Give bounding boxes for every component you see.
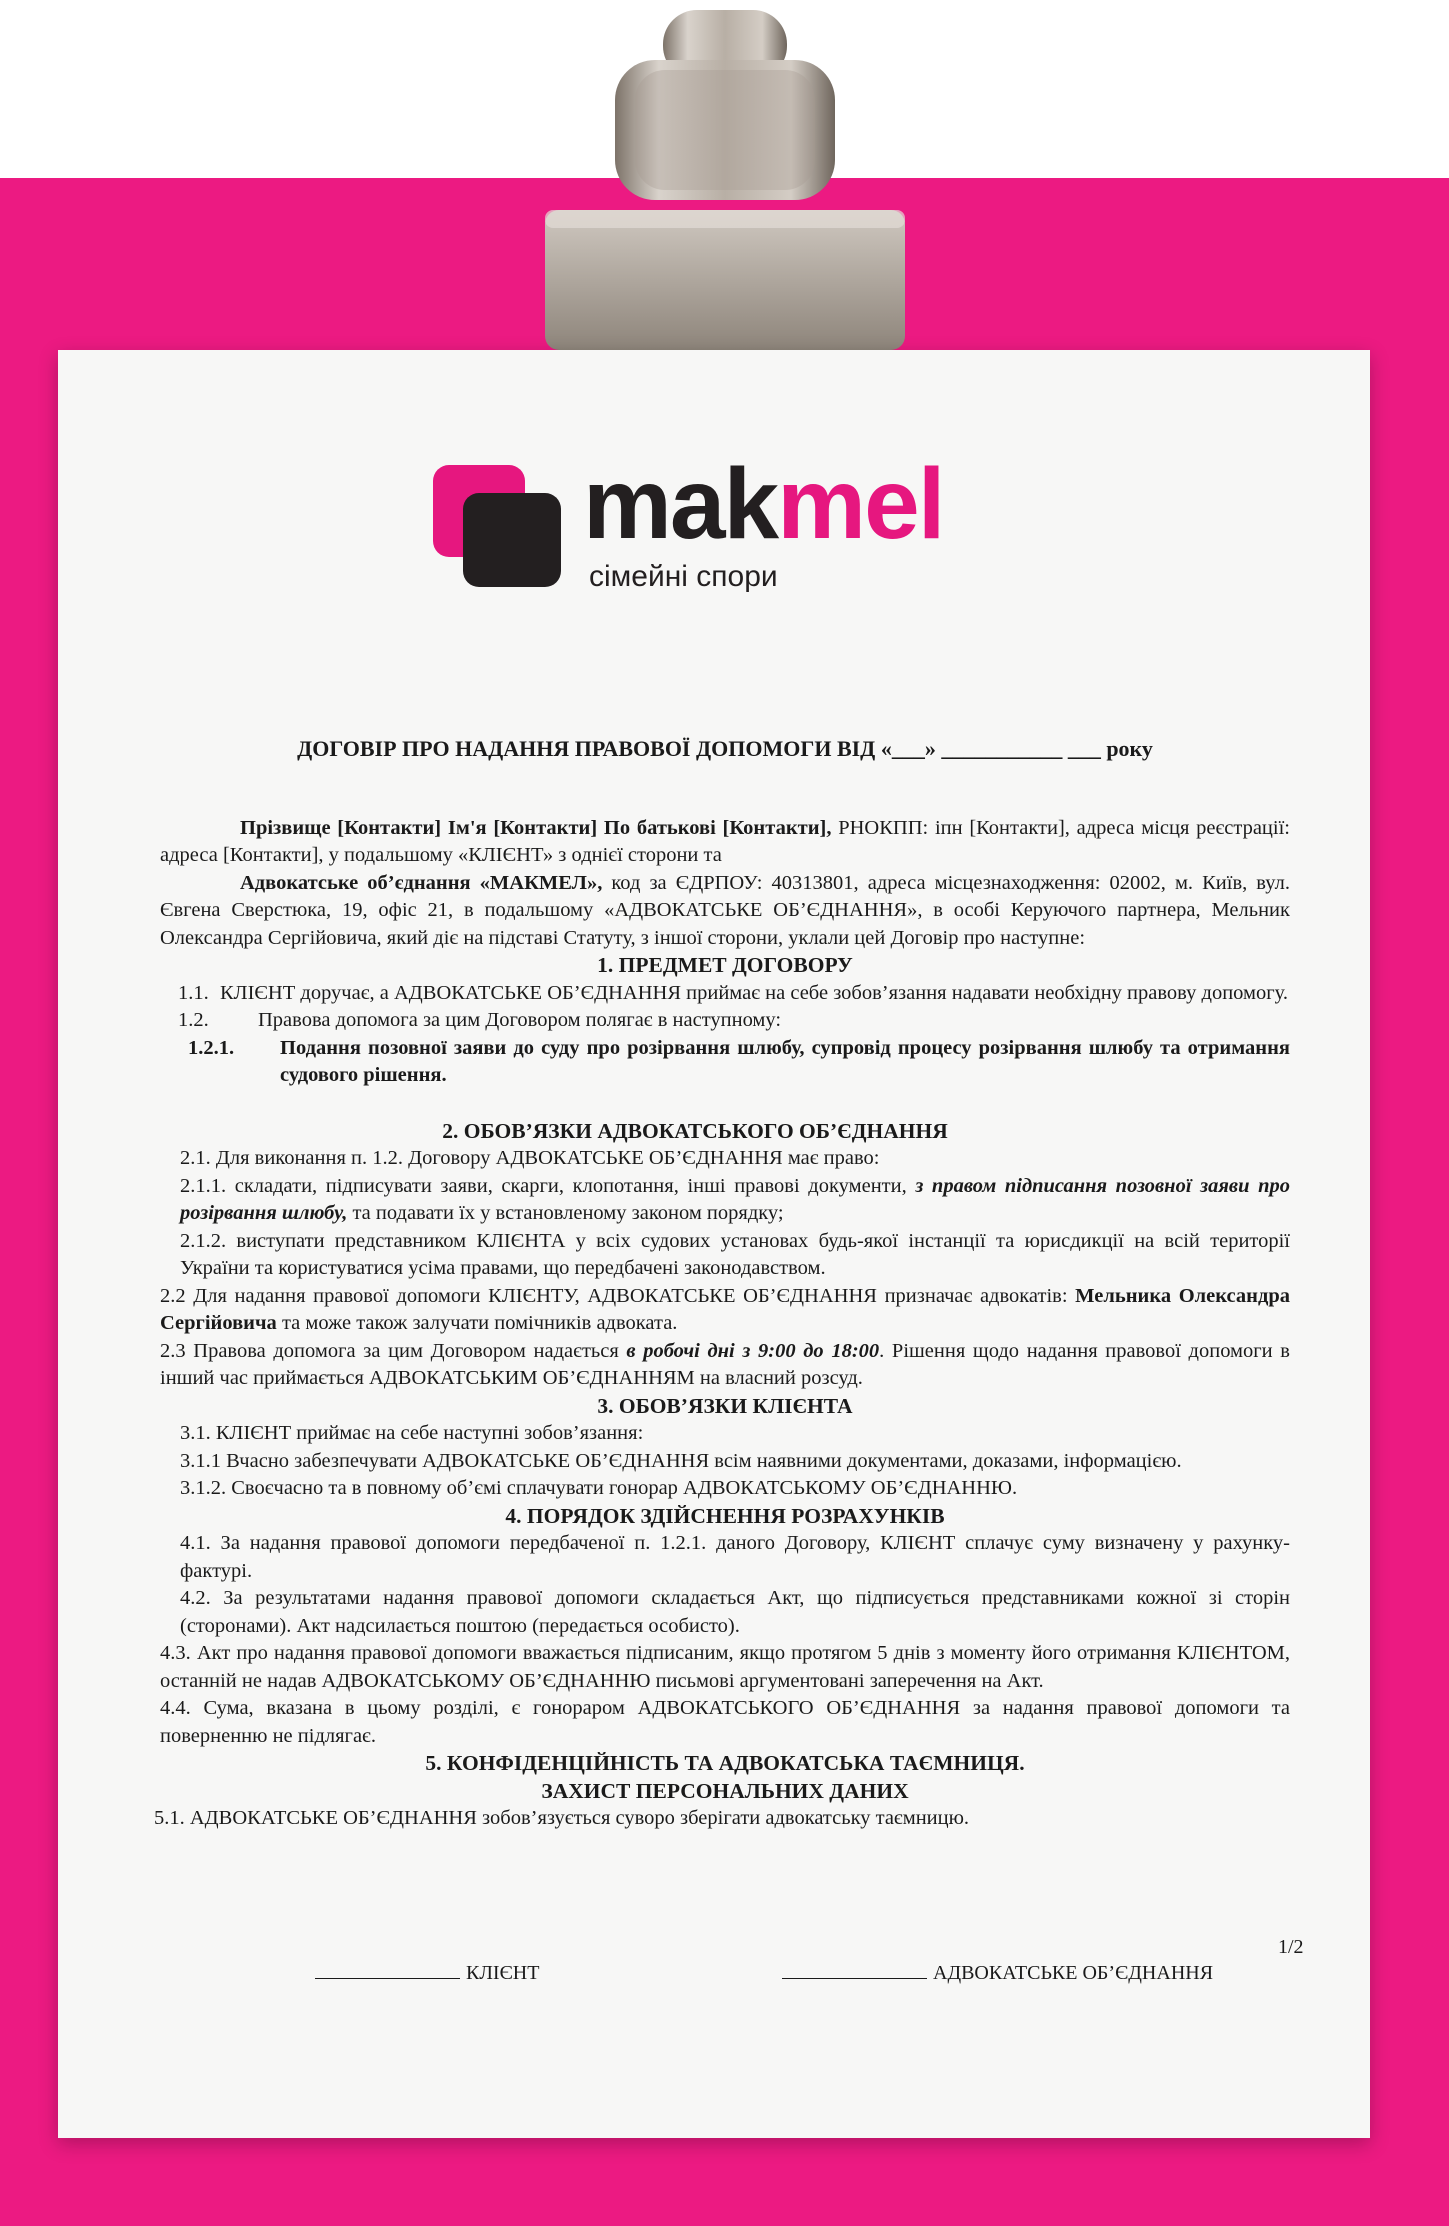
- clause-1-2: [178, 1007, 1290, 1035]
- clause-number: 1.2.1.: [188, 1036, 235, 1059]
- clause-text: Подання позовної заяви до суду про розірвання шлюбу, супровід процесу розірвання шлюбу та отримання судового рішення.: [280, 1036, 1290, 1086]
- clause-1-2-1: [188, 1035, 1290, 1090]
- logo-mark-icon: [433, 465, 561, 587]
- clause-2-3: [160, 1338, 1290, 1393]
- firm-details: код за ЄДРПОУ: 40313801, адреса місцезнаходження: 02002, м. Київ, вул. Євгена Сверстюка, 19, офіс 21, в подальшому «АДВОКАТСЬКЕ ОБ’ЄДНАННЯ», в особі Керуючого партнера, Мельник Олександра Сергійовича, який діє на підставі Статуту, з іншої сторони, уклали цей Договір про наступне:: [160, 871, 1290, 949]
- clause-2-2: [160, 1283, 1290, 1338]
- clause-number: 1.1.: [178, 981, 209, 1004]
- binder-clip-icon: [515, 0, 935, 355]
- intro-client-paragraph: [160, 815, 1290, 870]
- client-name: Прізвище [Контакти] Ім'я [Контакти] По батькові [Контакти],: [240, 816, 832, 839]
- logo-word-dark: mak: [583, 448, 778, 560]
- clause-text: 2.2 Для надання правової допомоги КЛІЄНТУ, АДВОКАТСЬКЕ ОБ’ЄДНАННЯ призначає адвокатів:: [160, 1284, 1076, 1307]
- clause-text: КЛІЄНТ доручає, а АДВОКАТСЬКЕ ОБ’ЄДНАННЯ приймає на себе зобов’язання надавати необхідну правову допомогу.: [220, 981, 1288, 1004]
- signature-underline: [782, 1978, 927, 1979]
- client-signature-line: [315, 1962, 539, 1985]
- clause-text: 2.3 Правова допомога за цим Договором надається: [160, 1339, 627, 1362]
- clause-text: 2.1.1. складати, підписувати заяви, скарги, клопотання, інші правові документи,: [180, 1174, 916, 1197]
- intro-firm-paragraph: [160, 870, 1290, 953]
- logo-word-pink: mel: [777, 448, 944, 560]
- clause-1-1: [178, 980, 1290, 1008]
- clause-number: 1.2.: [178, 1009, 209, 1031]
- clause-3-1: 3.1. КЛІЄНТ приймає на себе наступні зобов’язання:: [180, 1422, 644, 1444]
- client-signature-label: КЛІЄНТ: [466, 1962, 540, 1984]
- clause-3-1-1: 3.1.1 Вчасно забезпечувати АДВОКАТСЬКЕ ОБ’ЄДНАННЯ всім наявними документами, доказами, інформацією.: [180, 1449, 1182, 1472]
- attorney-name: Мельника Олександра Сергійовича: [160, 1284, 1290, 1334]
- section-5-heading: 5. КОНФІДЕНЦІЙНІСТЬ ТА АДВОКАТСЬКА ТАЄМНИЦЯ.: [425, 1751, 1025, 1775]
- clause-3-1-2: 3.1.2. Своєчасно та в повному об’ємі сплачувати гонорар АДВОКАТСЬКОМУ ОБ’ЄДНАННЮ.: [180, 1477, 1018, 1499]
- contract-title: ДОГОВІР ПРО НАДАННЯ ПРАВОВОЇ ДОПОМОГИ ВІД «___» ___________ ___ року: [297, 736, 1153, 761]
- clause-text-end: . Рішення щодо надання правової допомоги в інший час приймається АДВОКАТСЬКИМ ОБ’ЄДНАННЯМ на власний розсуд.: [160, 1339, 1290, 1389]
- section-1-heading: 1. ПРЕДМЕТ ДОГОВОРУ: [597, 953, 853, 977]
- firm-signature-label: АДВОКАТСЬКЕ ОБ’ЄДНАННЯ: [933, 1962, 1214, 1984]
- clause-4-4: 4.4. Сума, вказана в цьому розділі, є гонораром АДВОКАТСЬКОГО ОБ’ЄДНАННЯ за надання правової допомоги та поверненню не підлягає.: [160, 1697, 1290, 1747]
- firm-signature-line: [782, 1962, 1213, 1985]
- clause-4-3: 4.3. Акт про надання правової допомоги вважається підписаним, якщо протягом 5 днів з моменту його отримання КЛІЄНТОМ, останній не надав АДВОКАТСЬКОМУ ОБ’ЄДНАННЮ письмові аргументовані заперечення на Акт.: [160, 1642, 1290, 1692]
- signature-underline: [315, 1978, 460, 1979]
- logo-subtitle: сімейні спори: [589, 560, 778, 593]
- firm-name: Адвокатське об’єднання «МАКМЕЛ»,: [240, 871, 603, 894]
- client-details: РНОКПП: іпн [Контакти], адреса місця реєстрації: адреса [Контакти], у подальшому «КЛІЄНТ» з однієї сторони та: [160, 816, 1290, 866]
- makmel-logo: [433, 448, 1033, 600]
- clause-2-1-2: 2.1.2. виступати представником КЛІЄНТА у всіх судових установах будь-якої інстанції та юрисдикції на всій території України та користуватися усіма правами, що передбачені законодавством.: [180, 1229, 1290, 1279]
- contract-body: [154, 735, 1290, 1833]
- clause-text-end: та подавати їх у встановленому законом порядку;: [347, 1202, 784, 1224]
- clause-text-end: та може також залучати помічників адвоката.: [276, 1312, 678, 1334]
- logo-wordmark: [583, 448, 944, 560]
- working-hours: в робочі дні з 9:00 до 18:00: [626, 1339, 880, 1362]
- section-3-heading: 3. ОБОВ’ЯЗКИ КЛІЄНТА: [597, 1393, 853, 1418]
- clause-2-1: 2.1. Для виконання п. 1.2. Договору АДВОКАТСЬКЕ ОБ’ЄДНАННЯ має право:: [180, 1147, 880, 1169]
- clause-2-1-1: [160, 1173, 1290, 1228]
- clause-4-1: 4.1. За надання правової допомоги передбаченої п. 1.2.1. даного Договору, КЛІЄНТ сплачує суму визначену у рахунку-фактурі.: [180, 1532, 1290, 1582]
- clause-5-1: 5.1. АДВОКАТСЬКЕ ОБ’ЄДНАННЯ зобов’язується суворо зберігати адвокатську таємницю.: [154, 1807, 970, 1829]
- page-number: 1/2: [1278, 1936, 1304, 1958]
- clause-text: Правова допомога за цим Договором полягає в наступному:: [258, 1009, 782, 1031]
- clause-emphasis: з правом підписання позовної заяви про розірвання шлюбу,: [180, 1174, 1290, 1224]
- section-4-heading: 4. ПОРЯДОК ЗДІЙСНЕННЯ РОЗРАХУНКІВ: [505, 1503, 945, 1528]
- clause-4-2: 4.2. За результатами надання правової допомоги складається Акт, що підписується представниками кожної зі сторін (сторонами). Акт надсилається поштою (передається особисто).: [180, 1587, 1290, 1637]
- section-2-heading: 2. ОБОВ’ЯЗКИ АДВОКАТСЬКОГО ОБ’ЄДНАННЯ: [442, 1118, 948, 1143]
- section-5-subheading: ЗАХИСТ ПЕРСОНАЛЬНИХ ДАНИХ: [541, 1778, 909, 1803]
